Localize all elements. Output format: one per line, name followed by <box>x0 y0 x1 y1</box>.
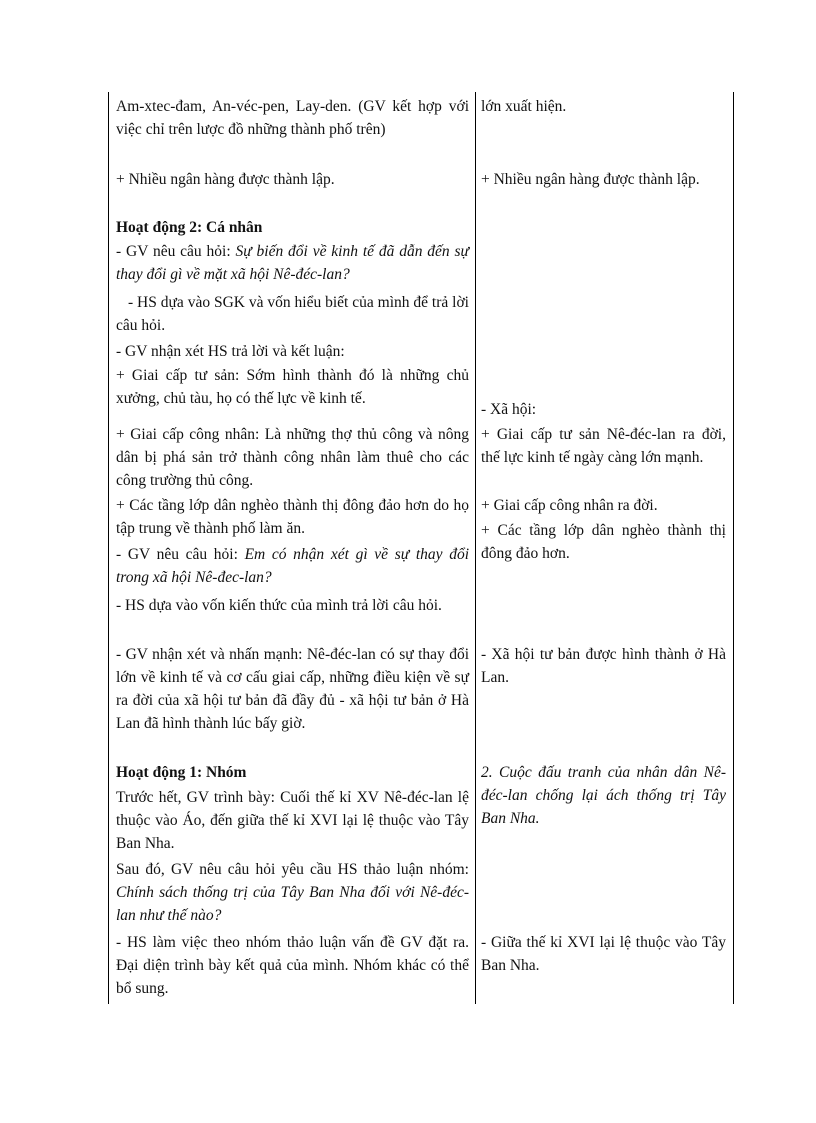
note-banks: + Nhiều ngân hàng được thành lập. <box>481 171 700 188</box>
table-border-middle <box>475 92 476 1004</box>
note-workers: + Giai cấp công nhân ra đời. <box>481 497 658 514</box>
note-urban-poor: + Các tầng lớp dân nghèo thành thị đông đảo hơn. <box>481 522 726 562</box>
section-heading-struggle: 2. Cuộc đấu tranh của nhân dân Nê-đéc-lan chống lại ách thống trị Tây Ban Nha. <box>481 764 726 827</box>
paragraph-teacher-emphasis: - GV nhận xét và nhấn mạnh: Nê-đéc-lan có sự thay đổi lớn về kinh tế và cơ cấu giai cấp, những điều kiện về sự ra đời của xã hội tư bản đã đầy đủ - xã hội tư bản ở Hà Lan đã hình thành lúc bấy giờ. <box>116 646 469 732</box>
table-border-right <box>733 92 734 1004</box>
paragraph-teacher-conclusion: - GV nhận xét HS trả lời và kết luận: <box>116 343 345 360</box>
paragraph-bourgeoisie: + Giai cấp tư sản: Sớm hình thành đó là những chủ xưởng, chủ tàu, họ có thế lực về kinh tế. <box>116 367 469 407</box>
note-bourgeoisie: + Giai cấp tư sản Nê-đéc-lan ra đời, thế lực kinh tế ngày càng lớn mạnh. <box>481 426 726 466</box>
question-text: Chính sách thống trị của Tây Ban Nha đối với Nê-đéc-lan như thế nào? <box>116 884 469 924</box>
note-capitalist-society: - Xã hội tư bản được hình thành ở Hà Lan. <box>481 646 726 686</box>
paragraph-teacher-presents: Trước hết, GV trình bày: Cuối thế kỉ XV Nê-đéc-lan lệ thuộc vào Áo, đến giữa thế kỉ XVI lại lệ thuộc vào Tây Ban Nha. <box>116 789 469 852</box>
table-border-left <box>108 92 109 1004</box>
question-prefix: Sau đó, GV nêu câu hỏi yêu cầu HS thảo luận nhóm: <box>116 861 469 878</box>
paragraph-group-work: - HS làm việc theo nhóm thảo luận vấn đề GV đặt ra. Đại diện trình bày kết quả của mình. Nhóm khác có thể bổ sung. <box>116 934 469 997</box>
paragraph-students-answer: - HS dựa vào SGK và vốn hiểu biết của mình để trả lời câu hỏi. <box>116 294 469 334</box>
paragraph-students-answer-2: - HS dựa vào vốn kiến thức của mình trả lời câu hỏi. <box>116 597 442 614</box>
note-spain-dependence: - Giữa thế kỉ XVI lại lệ thuộc vào Tây Ban Nha. <box>481 934 726 974</box>
question-text: Sự biến đổi về kinh tế đã dẫn đến sự thay đổi gì về mặt xã hội Nê-đéc-lan? <box>116 243 469 283</box>
paragraph-group-question <box>116 858 469 927</box>
heading-activity-2: Hoạt động 2: Cá nhân <box>116 219 263 236</box>
question-text: Em có nhận xét gì về sự thay đổi trong xã hội Nê-đec-lan? <box>116 546 469 586</box>
question-prefix: - GV nêu câu hỏi: <box>116 243 236 260</box>
paragraph-urban-poor: + Các tầng lớp dân nghèo thành thị đông đảo hơn do họ tập trung về thành phố làm ăn. <box>116 497 469 537</box>
paragraph-cities: Am-xtec-đam, An-véc-pen, Lay-den. (GV kết hợp với việc chỉ trên lược đồ những thành phố trên) <box>116 98 469 138</box>
paragraph-banks: + Nhiều ngân hàng được thành lập. <box>116 171 335 188</box>
question-prefix: - GV nêu câu hỏi: <box>116 546 245 563</box>
paragraph-question-1 <box>116 240 469 286</box>
note-society: - Xã hội: <box>481 401 537 418</box>
note-large-appear: lớn xuất hiện. <box>481 98 567 115</box>
paragraph-question-2 <box>116 543 469 589</box>
heading-activity-1: Hoạt động 1: Nhóm <box>116 764 247 781</box>
paragraph-workers: + Giai cấp công nhân: Là những thợ thủ công và nông dân bị phá sản trở thành công nhân làm thuê cho các công trường thủ công. <box>116 426 469 489</box>
